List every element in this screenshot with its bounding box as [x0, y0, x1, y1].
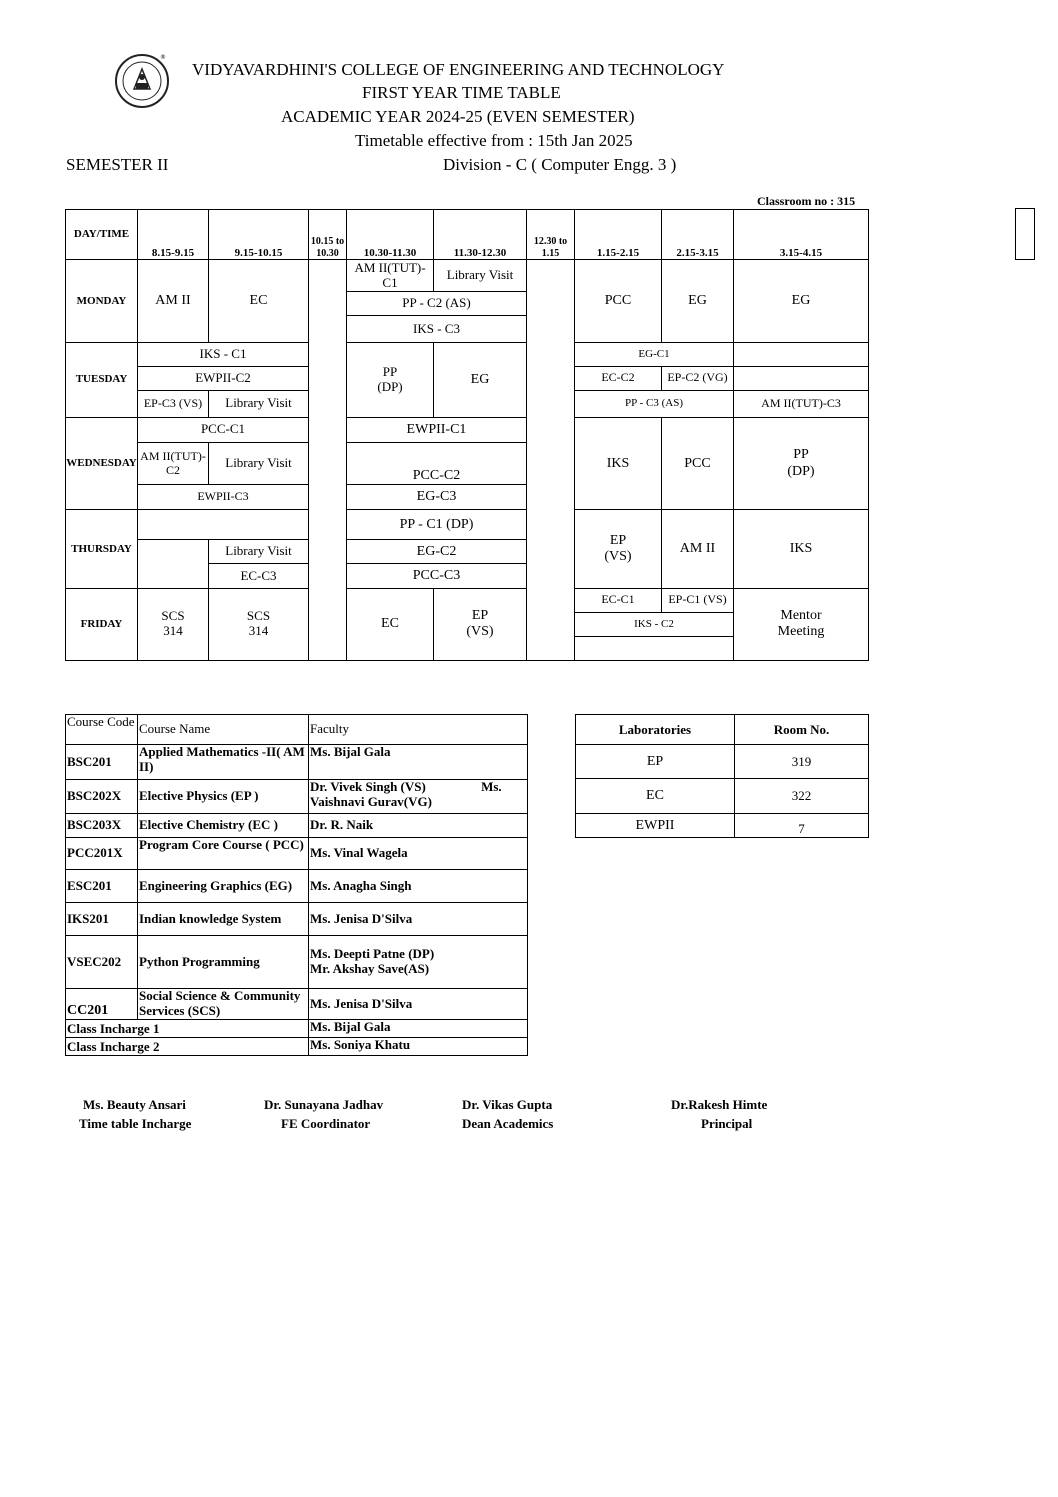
cell: Library Visit [209, 540, 309, 564]
timetable [65, 209, 869, 661]
semester-label: SEMESTER II [66, 155, 169, 174]
signatory-name: Dr. Vikas Gupta [462, 1097, 553, 1112]
cell [575, 636, 734, 660]
signatory-name: Dr. Sunayana Jadhav [264, 1097, 384, 1112]
cell: EWPII-C2 [138, 366, 309, 390]
cell: PP (DP) [734, 417, 869, 509]
course-faculty: Ms. Jenisa D'Silva [309, 989, 528, 1020]
cell [734, 342, 869, 366]
course-code: IKS201 [66, 903, 138, 936]
course-code: CC201 [66, 989, 138, 1020]
cell: EG-C1 [575, 342, 734, 366]
cell: PP - C1 (DP) [347, 510, 527, 540]
course-faculty: Dr. R. Naik [309, 814, 528, 838]
course-code: BSC203X [66, 814, 138, 838]
class-incharge-label: Class Incharge 1 [66, 1020, 309, 1038]
cell: EC-C1 [575, 588, 662, 612]
header-course-name: Course Name [138, 715, 309, 745]
cell: IKS - C2 [575, 612, 734, 636]
cell: EC [347, 588, 434, 660]
header-room-no: Room No. [735, 715, 869, 745]
division-label: Division - C ( Computer Engg. 3 ) [443, 155, 677, 174]
cell: EP-C1 (VS) [662, 588, 734, 612]
day-tuesday: TUESDAY [66, 342, 138, 417]
course-name: Engineering Graphics (EG) [138, 870, 309, 903]
cell: AM II(TUT)-C2 [138, 442, 209, 484]
signatory-name: Ms. Beauty Ansari [83, 1097, 186, 1112]
college-name: VIDYAVARDHINI'S COLLEGE OF ENGINEERING AND TECHNOLOGY [192, 60, 725, 79]
header-course-code: Course Code [66, 715, 138, 745]
signatory-role: Time table Incharge [79, 1116, 192, 1131]
course-name: Elective Chemistry (EC ) [138, 814, 309, 838]
cell: IKS - C1 [138, 342, 309, 366]
lab-name: EWPII [576, 814, 735, 838]
course-code: BSC201 [66, 745, 138, 780]
course-code: VSEC202 [66, 936, 138, 989]
header-daytime: DAY/TIME [66, 210, 138, 260]
cell [734, 366, 869, 390]
day-thursday: THURSDAY [66, 510, 138, 588]
cell: Library Visit [209, 390, 309, 417]
cell: Library Visit [434, 260, 527, 292]
margin-box [1015, 208, 1035, 260]
cell: EG [434, 342, 527, 417]
course-faculty: Ms. Bijal Gala [309, 745, 528, 780]
header-laboratories: Laboratories [576, 715, 735, 745]
cell: PCC-C1 [138, 417, 309, 442]
cell: EC [209, 260, 309, 342]
cell [138, 510, 309, 540]
class-incharge-name: Ms. Bijal Gala [309, 1020, 528, 1038]
course-table [65, 714, 528, 1056]
course-code: BSC202X [66, 780, 138, 814]
slot-header: 8.15-9.15 [138, 210, 209, 260]
course-name: Social Science & Community Services (SCS) [138, 989, 309, 1020]
cell: EWPII-C3 [138, 485, 309, 510]
cell: EP (VS) [575, 510, 662, 588]
cell: SCS 314 [209, 588, 309, 660]
cell: EC-C3 [209, 564, 309, 588]
cell: PCC [575, 260, 662, 342]
break-header: 10.15 to 10.30 [309, 210, 347, 260]
short-break-column [309, 260, 347, 661]
course-faculty: Ms. Vinal Wagela [309, 838, 528, 870]
cell: EG [662, 260, 734, 342]
cell: EP-C2 (VG) [662, 366, 734, 390]
cell: IKS - C3 [347, 316, 527, 342]
college-logo [114, 53, 170, 109]
classroom-label: Classroom no : 315 [757, 194, 856, 208]
course-code: ESC201 [66, 870, 138, 903]
lunch-header: 12.30 to 1.15 [527, 210, 575, 260]
class-incharge-label: Class Incharge 2 [66, 1038, 309, 1056]
lab-name: EP [576, 745, 735, 779]
course-name: Python Programming [138, 936, 309, 989]
lab-name: EC [576, 779, 735, 814]
course-name: Applied Mathematics -II( AM II) [138, 745, 309, 780]
course-name: Elective Physics (EP ) [138, 780, 309, 814]
svg-text:®: ® [160, 54, 166, 61]
cell: PCC [662, 417, 734, 509]
cell: AM II [662, 510, 734, 588]
signatory-name: Dr.Rakesh Himte [671, 1097, 768, 1112]
lab-room: 7 [735, 814, 869, 838]
signatory-role: FE Coordinator [281, 1116, 371, 1131]
cell: EP-C3 (VS) [138, 390, 209, 417]
cell: EC-C2 [575, 366, 662, 390]
cell: EG-C2 [347, 540, 527, 564]
cell: PCC-C3 [347, 564, 527, 588]
slot-header: 1.15-2.15 [575, 210, 662, 260]
cell: IKS [575, 417, 662, 509]
cell: AM II(TUT)-C1 [347, 260, 434, 292]
day-monday: MONDAY [66, 260, 138, 342]
header-faculty: Faculty [309, 715, 528, 745]
cell: EG [734, 260, 869, 342]
day-friday: FRIDAY [66, 588, 138, 660]
course-code: PCC201X [66, 838, 138, 870]
lunch-break-column [527, 260, 575, 661]
slot-header: 9.15-10.15 [209, 210, 309, 260]
course-faculty: Dr. Vivek Singh (VS) Ms. Vaishnavi Gurav(VG) [309, 780, 528, 814]
academic-year: ACADEMIC YEAR 2024-25 (EVEN SEMESTER) [281, 107, 635, 126]
lab-room: 322 [735, 779, 869, 814]
cell: EP (VS) [434, 588, 527, 660]
effective-date: Timetable effective from : 15th Jan 2025 [355, 131, 633, 150]
signatory-role: Principal [701, 1116, 753, 1131]
cell: IKS [734, 510, 869, 588]
slot-header: 3.15-4.15 [734, 210, 869, 260]
cell: PP - C3 (AS) [575, 390, 734, 417]
cell: EG-C3 [347, 485, 527, 510]
cell: SCS 314 [138, 588, 209, 660]
cell: PP - C2 (AS) [347, 292, 527, 316]
signatory-role: Dean Academics [462, 1116, 554, 1131]
cell: AM II(TUT)-C3 [734, 390, 869, 417]
cell: EWPII-C1 [347, 417, 527, 442]
class-incharge-name: Ms. Soniya Khatu [309, 1038, 528, 1056]
day-wednesday: WEDNESDAY [66, 417, 138, 509]
page-title: FIRST YEAR TIME TABLE [362, 83, 561, 102]
course-faculty: Ms. Jenisa D'Silva [309, 903, 528, 936]
labs-table [575, 714, 869, 838]
cell: PCC-C2 [347, 442, 527, 484]
course-faculty: Ms. Deepti Patne (DP) Mr. Akshay Save(AS) [309, 936, 528, 989]
cell: PP (DP) [347, 342, 434, 417]
cell [138, 540, 209, 588]
cell: AM II [138, 260, 209, 342]
cell: Mentor Meeting [734, 588, 869, 660]
cell: Library Visit [209, 442, 309, 484]
lab-room: 319 [735, 745, 869, 779]
slot-header: 10.30-11.30 [347, 210, 434, 260]
slot-header: 2.15-3.15 [662, 210, 734, 260]
course-faculty: Ms. Anagha Singh [309, 870, 528, 903]
course-name: Indian knowledge System [138, 903, 309, 936]
slot-header: 11.30-12.30 [434, 210, 527, 260]
course-name: Program Core Course ( PCC) [138, 838, 309, 870]
